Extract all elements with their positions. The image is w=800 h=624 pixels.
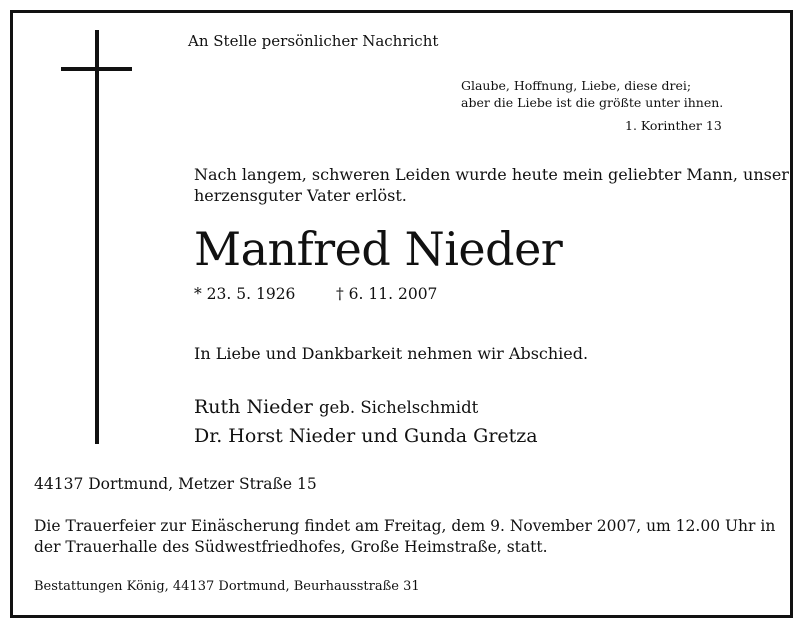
intro-line-1: Nach langem, schweren Leiden wurde heute mein geliebter Mann, unser (194, 165, 789, 184)
mourner-1-suffix: geb. Sichelschmidt (318, 398, 479, 417)
verse-line-2: aber die Liebe ist die größte unter ihnen. (461, 95, 724, 110)
death-date: † 6. 11. 2007 (336, 285, 438, 303)
intro-text (194, 164, 789, 206)
birth-date: * 23. 5. 1926 (194, 285, 296, 303)
mourner-1-name: Ruth Nieder (194, 396, 313, 418)
bible-verse (461, 77, 723, 111)
family-address: 44137 Dortmund, Metzer Straße 15 (34, 475, 317, 493)
deceased-name: Manfred Nieder (194, 222, 563, 276)
funeral-service-info (34, 516, 775, 558)
verse-reference: 1. Korinther 13 (625, 118, 722, 133)
mourner-1 (194, 398, 478, 417)
mourner-2: Dr. Horst Nieder und Gunda Gretza (194, 425, 538, 447)
undertaker-info: Bestattungen König, 44137 Dortmund, Beurhausstraße 31 (34, 579, 420, 594)
cross-vertical-beam (95, 30, 99, 444)
notice-header: An Stelle persönlicher Nachricht (188, 32, 439, 50)
cross-horizontal-beam (61, 67, 132, 71)
farewell-text: In Liebe und Dankbarkeit nehmen wir Abschied. (194, 344, 589, 363)
intro-line-2: herzensguter Vater erlöst. (194, 186, 407, 205)
service-line-1: Die Trauerfeier zur Einäscherung findet am Freitag, dem 9. November 2007, um 12.00 Uhr in (34, 517, 776, 535)
service-line-2: der Trauerhalle des Südwestfriedhofes, Große Heimstraße, statt. (34, 538, 548, 556)
verse-line-1: Glaube, Hoffnung, Liebe, diese drei; (461, 78, 692, 93)
